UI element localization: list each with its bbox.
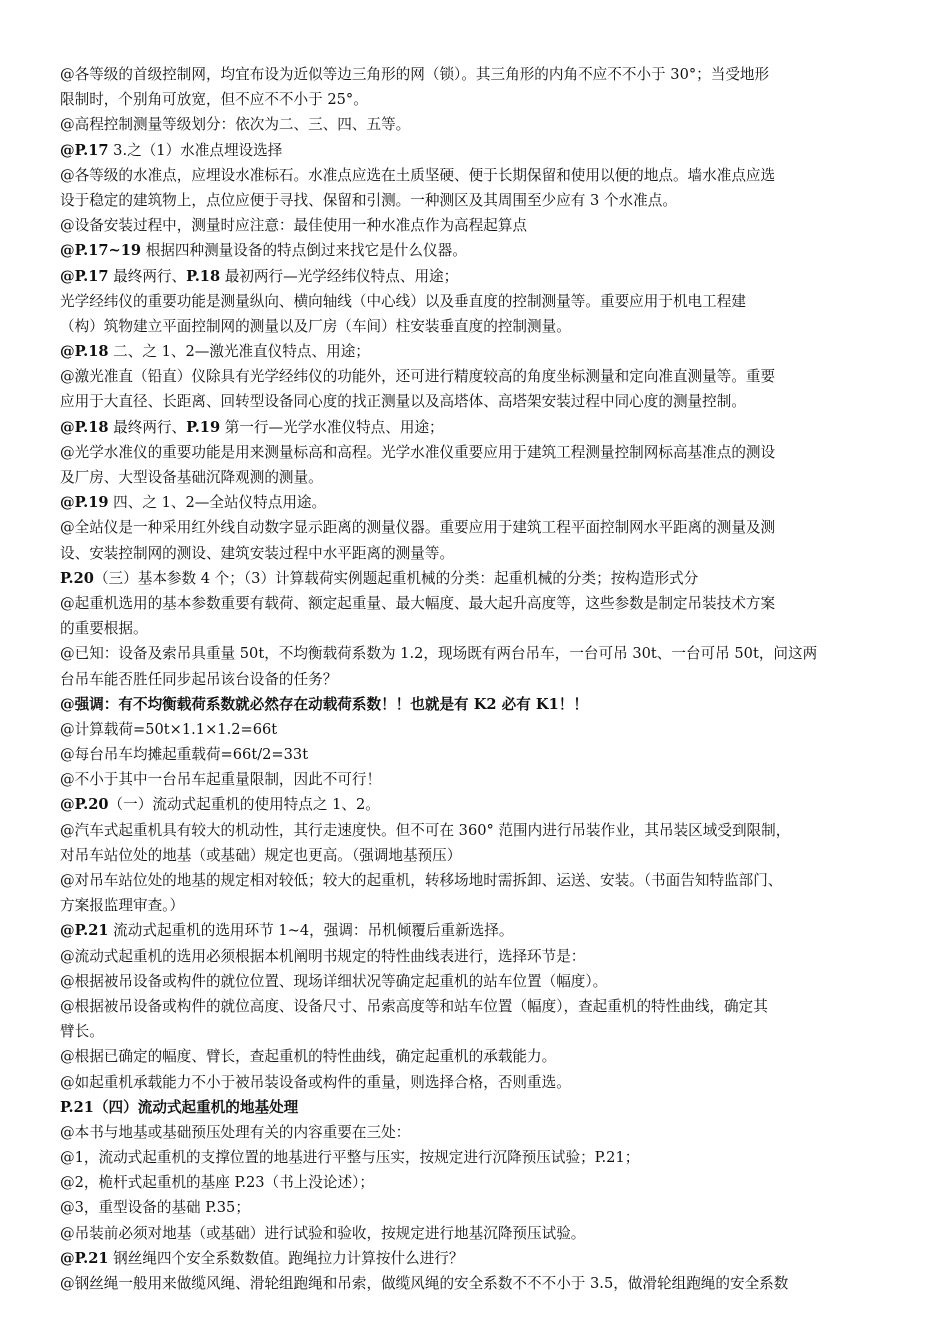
text-run: 最初两行—光学经纬仪特点、用途； [220, 267, 459, 285]
text-run: （三）基本参数 4 个；（3）计算载荷实例题起重机械的分类：起重机械的分类；按构造形式分 [93, 569, 699, 587]
text-run: @每台吊车均摊起重载荷=66t/2=33t [60, 746, 309, 764]
text-run: 台吊车能否胜任同步起吊该台设备的任务？ [60, 670, 338, 688]
text-line [60, 188, 896, 213]
text-run: 的重要根据。 [60, 620, 148, 638]
text-line [60, 641, 896, 666]
text-line [60, 692, 896, 717]
text-run: 方案报监理审查。） [60, 897, 185, 915]
text-run: 根据四种测量设备的特点倒过来找它是什么仪器。 [141, 242, 467, 260]
text-run: P.20 [60, 569, 94, 587]
text-run: @P.17~19 [60, 242, 142, 260]
text-line [60, 112, 896, 137]
document-body [60, 62, 896, 1296]
text-line [60, 163, 896, 188]
text-line [60, 591, 896, 616]
text-run: 最终两行、 [108, 418, 187, 436]
text-line [60, 515, 896, 540]
text-run: 光学经纬仪的重要功能是测量纵向、横向轴线（中心线）以及垂直度的控制测量等。重要应用于机电工程建 [60, 292, 746, 310]
text-run: 第一行—光学水准仪特点、用途； [220, 418, 444, 436]
text-run: （一）流动式起重机的使用特点之 1、2。 [108, 796, 380, 814]
text-run: 及厂房、大型设备基础沉降观测的测量。 [60, 469, 323, 486]
text-line [60, 1095, 896, 1120]
text-line [60, 1170, 896, 1195]
text-line [60, 1044, 896, 1069]
text-run: 最终两行、 [108, 267, 187, 285]
text-line [60, 1271, 896, 1296]
text-run: @已知：设备及索吊具重量 50t，不均衡载荷系数为 1.2，现场既有两台吊车，一台可吊 30t、一台可吊 50t，问这两 [60, 645, 818, 663]
text-line [60, 440, 896, 465]
text-line [60, 138, 896, 163]
text-line [60, 238, 896, 263]
text-run: @3，重型设备的基础 P.35； [60, 1199, 250, 1217]
text-line [60, 264, 896, 289]
text-line [60, 415, 896, 440]
text-run: P.18 [186, 267, 221, 285]
text-line [60, 339, 896, 364]
text-run: @计算载荷=50t×1.1×1.2=66t [60, 720, 278, 738]
text-run: 二、之 1、2—激光准直仪特点、用途； [108, 343, 370, 361]
text-run: @汽车式起重机具有较大的机动性，其行走速度快。但不可在 360° 范围内进行吊装作业，其吊装区域受到限制， [60, 821, 791, 839]
text-line [60, 767, 896, 792]
text-run: @钢丝绳一般用来做缆风绳、滑轮组跑绳和吊索，做缆风绳的安全系数不不不小于 3.5，做滑轮组跑绳的安全系数 [60, 1275, 789, 1292]
text-line [60, 818, 896, 843]
text-run: @吊装前必须对地基（或基础）进行试验和验收，按规定进行地基沉降预压试验。 [60, 1224, 586, 1242]
text-run: @对吊车站位处的地基的规定相对较低；较大的起重机，转移场地时需拆卸、运送、安装。（书面告知特监部门、 [60, 872, 783, 889]
text-line [60, 62, 896, 87]
text-run: 四、之 1、2—全站仪特点用途。 [108, 494, 327, 512]
text-run: 设、安装控制网的测设、建筑安装过程中水平距离的测量等。 [60, 544, 455, 562]
text-run: @P.17 [60, 141, 109, 159]
text-line [60, 742, 896, 767]
text-run: @根据已确定的幅度、臂长，查起重机的特性曲线，确定起重机的承载能力。 [60, 1048, 557, 1066]
text-line [60, 1246, 896, 1271]
text-run: 限制时，个别角可放宽，但不应不不小于 25°。 [60, 91, 368, 109]
text-line [60, 792, 896, 817]
text-line [60, 289, 896, 314]
text-run: 臂长。 [60, 1023, 104, 1041]
text-line [60, 87, 896, 112]
text-run: @如起重机承载能力不小于被吊装设备或构件的重量，则选择合格，否则重选。 [60, 1073, 571, 1091]
text-run: @设备安装过程中，测量时应注意：最佳使用一种水准点作为高程起算点 [60, 217, 528, 235]
text-line [60, 994, 896, 1019]
text-run: @不小于其中一台吊车起重量限制，因此不可行！ [60, 771, 382, 789]
text-run: P.21（四）流动式起重机的地基处理 [60, 1098, 299, 1116]
text-run: @2，桅杆式起重机的基座 P.23（书上没论述）； [60, 1174, 374, 1192]
text-line [60, 969, 896, 994]
text-run: @1，流动式起重机的支撑位置的地基进行平整与压实，按规定进行沉降预压试验；P.21； [60, 1149, 640, 1167]
text-run: @光学水准仪的重要功能是用来测量标高和高程。光学水准仪重要应用于建筑工程测量控制网标高基准点的测设 [60, 443, 776, 461]
text-line [60, 490, 896, 515]
text-run: @各等级的首级控制网，均宜布设为近似等边三角形的网（锁）。其三角形的内角不应不不小于 30°；当受地形 [60, 66, 770, 83]
text-line [60, 717, 896, 742]
text-run: @P.21 [60, 922, 109, 940]
text-run: 3.之（1）水准点埋设选择 [108, 141, 283, 159]
text-run: @强调：有不均衡载荷系数就必然存在动载荷系数！！也就是有 K2 必有 K1！！ [60, 695, 588, 713]
text-run: 钢丝绳四个安全系数数值。跑绳拉力计算按什么进行？ [108, 1249, 464, 1267]
text-run: @P.20 [60, 796, 109, 814]
text-line [60, 213, 896, 238]
text-line [60, 616, 896, 641]
text-line [60, 389, 896, 414]
text-run: 应用于大直径、长距离、回转型设备同心度的找正测量以及高塔体、高塔架安装过程中同心度的测量控制。 [60, 393, 746, 411]
text-line [60, 1195, 896, 1220]
text-run: 流动式起重机的选用环节 1~4，强调：吊机倾覆后重新选择。 [108, 922, 514, 940]
text-run: @激光准直（铅直）仪除具有光学经纬仪的功能外，还可进行精度较高的角度坐标测量和定向准直测量等。重要 [60, 368, 776, 386]
text-line [60, 667, 896, 692]
text-line [60, 566, 896, 591]
text-run: @根据被吊设备或构件的就位位置、现场详细状况等确定起重机的站车位置（幅度）。 [60, 972, 608, 990]
text-run: @P.18 [60, 343, 109, 361]
text-run: @P.19 [60, 494, 109, 512]
text-run: @全站仪是一种采用红外线自动数字显示距离的测量仪器。重要应用于建筑工程平面控制网水平距离的测量及测 [60, 519, 776, 537]
text-run: @本书与地基或基础预压处理有关的内容重要在三处： [60, 1123, 411, 1141]
text-run: （构）筑物建立平面控制网的测量以及厂房（车间）柱安装垂直度的控制测量。 [60, 317, 571, 335]
text-run: @P.21 [60, 1249, 109, 1267]
text-line [60, 944, 896, 969]
text-line [60, 465, 896, 490]
text-line [60, 918, 896, 943]
text-run: @P.17 [60, 267, 109, 285]
text-line [60, 868, 896, 893]
text-line [60, 893, 896, 918]
text-line [60, 1120, 896, 1145]
text-run: @起重机选用的基本参数重要有载荷、额定起重量、最大幅度、最大起升高度等，这些参数是制定吊装技术方案 [60, 594, 776, 612]
text-line [60, 843, 896, 868]
text-run: @P.18 [60, 418, 109, 436]
text-run: P.19 [186, 418, 221, 436]
text-line [60, 1145, 896, 1170]
text-run: @根据被吊设备或构件的就位高度、设备尺寸、吊索高度等和站车位置（幅度），查起重机的特性曲线，确定其 [60, 997, 768, 1015]
text-run: @流动式起重机的选用必须根据本机阐明书规定的特性曲线表进行，选择环节是： [60, 947, 586, 965]
text-run: @各等级的水准点，应埋设水准标石。水准点应选在土质坚硬、便于长期保留和使用以便的地点。墙水准点应选 [60, 166, 776, 184]
text-line [60, 541, 896, 566]
text-line [60, 314, 896, 339]
text-line [60, 1019, 896, 1044]
text-line [60, 1221, 896, 1246]
text-line [60, 1070, 896, 1095]
text-run: 设于稳定的建筑物上，点位应便于寻找、保留和引测。一种测区及其周围至少应有 3 个水准点。 [60, 191, 677, 209]
text-run: @高程控制测量等级划分：依次为二、三、四、五等。 [60, 116, 411, 134]
text-run: 对吊车站位处的地基（或基础）规定也更高。（强调地基预压） [60, 846, 462, 864]
text-line [60, 364, 896, 389]
